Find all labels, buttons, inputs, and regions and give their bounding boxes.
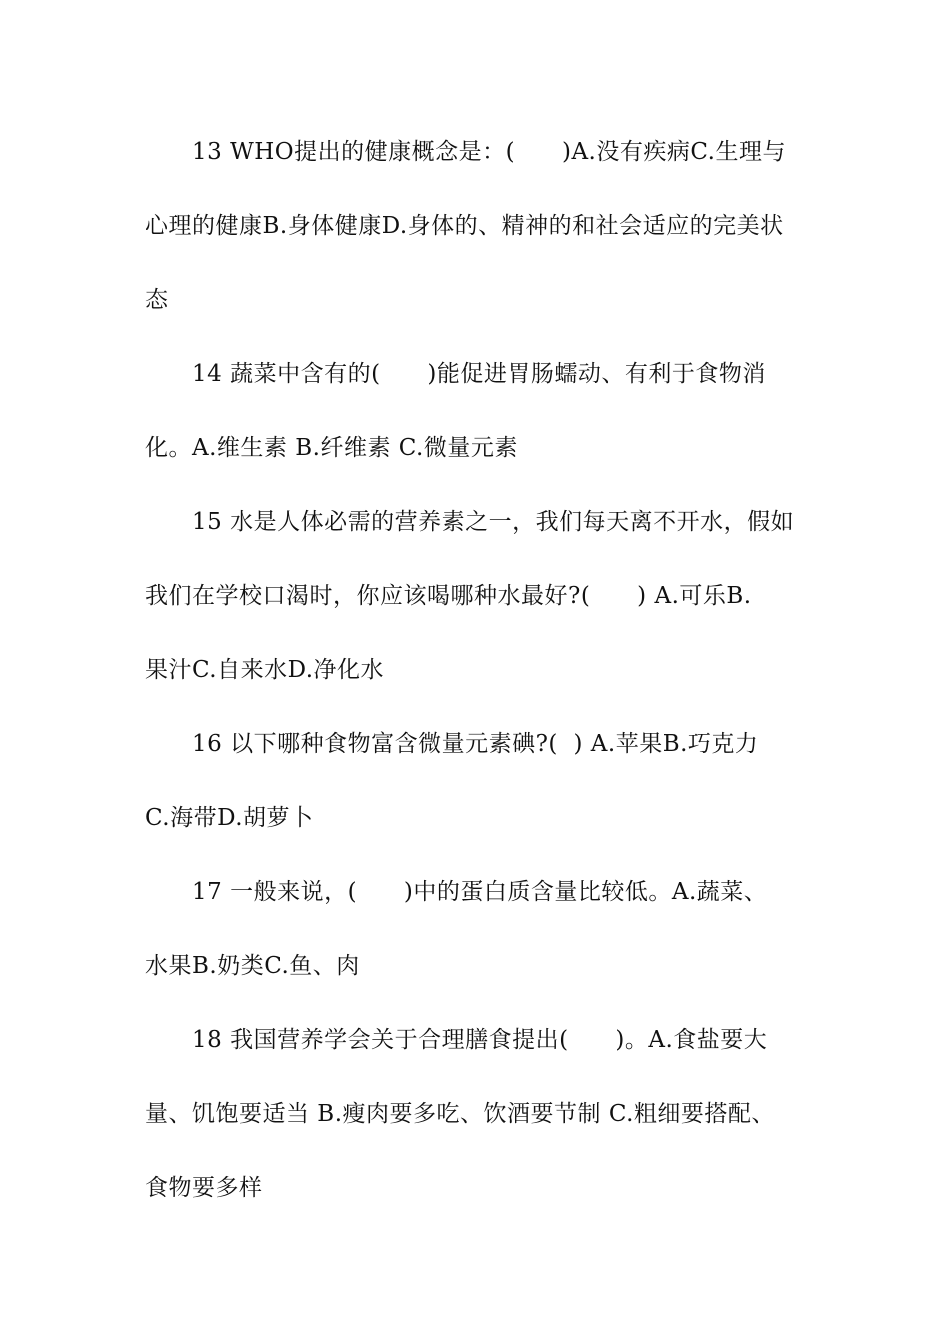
question-15-line-1: 15 水是人体必需的营养素之一，我们每天离不开水，假如 [192,509,795,535]
question-15-line-2: 我们在学校口渴时，你应该喝哪种水最好?( ) A.可乐B. [145,583,752,609]
question-16-line-2: C.海带D.胡萝卜 [145,805,314,831]
question-15-line-3: 果汁C.自来水D.净化水 [145,657,385,683]
question-13-line-1: 13 WHO提出的健康概念是：( )A.没有疾病C.生理与 [192,139,786,165]
question-18-line-1: 18 我国营养学会关于合理膳食提出( )。A.食盐要大 [192,1027,768,1053]
question-18-line-3: 食物要多样 [145,1175,263,1201]
question-13-line-3: 态 [145,287,169,313]
question-14-line-2: 化。A.维生素 B.纤维素 C.微量元素 [145,435,518,461]
question-17-line-1: 17 一般来说，( )中的蛋白质含量比较低。A.蔬菜、 [192,879,768,905]
question-14-line-1: 14 蔬菜中含有的( )能促进胃肠蠕动、有利于食物消 [192,361,766,387]
question-13-line-2: 心理的健康B.身体健康D.身体的、精神的和社会适应的完美状 [145,213,784,239]
question-17-line-2: 水果B.奶类C.鱼、肉 [145,953,360,979]
question-18-line-2: 量、饥饱要适当 B.瘦肉要多吃、饮酒要节制 C.粗细要搭配、 [145,1101,775,1127]
question-16-line-1: 16 以下哪种食物富含微量元素碘?( ) A.苹果B.巧克力 [192,731,759,757]
